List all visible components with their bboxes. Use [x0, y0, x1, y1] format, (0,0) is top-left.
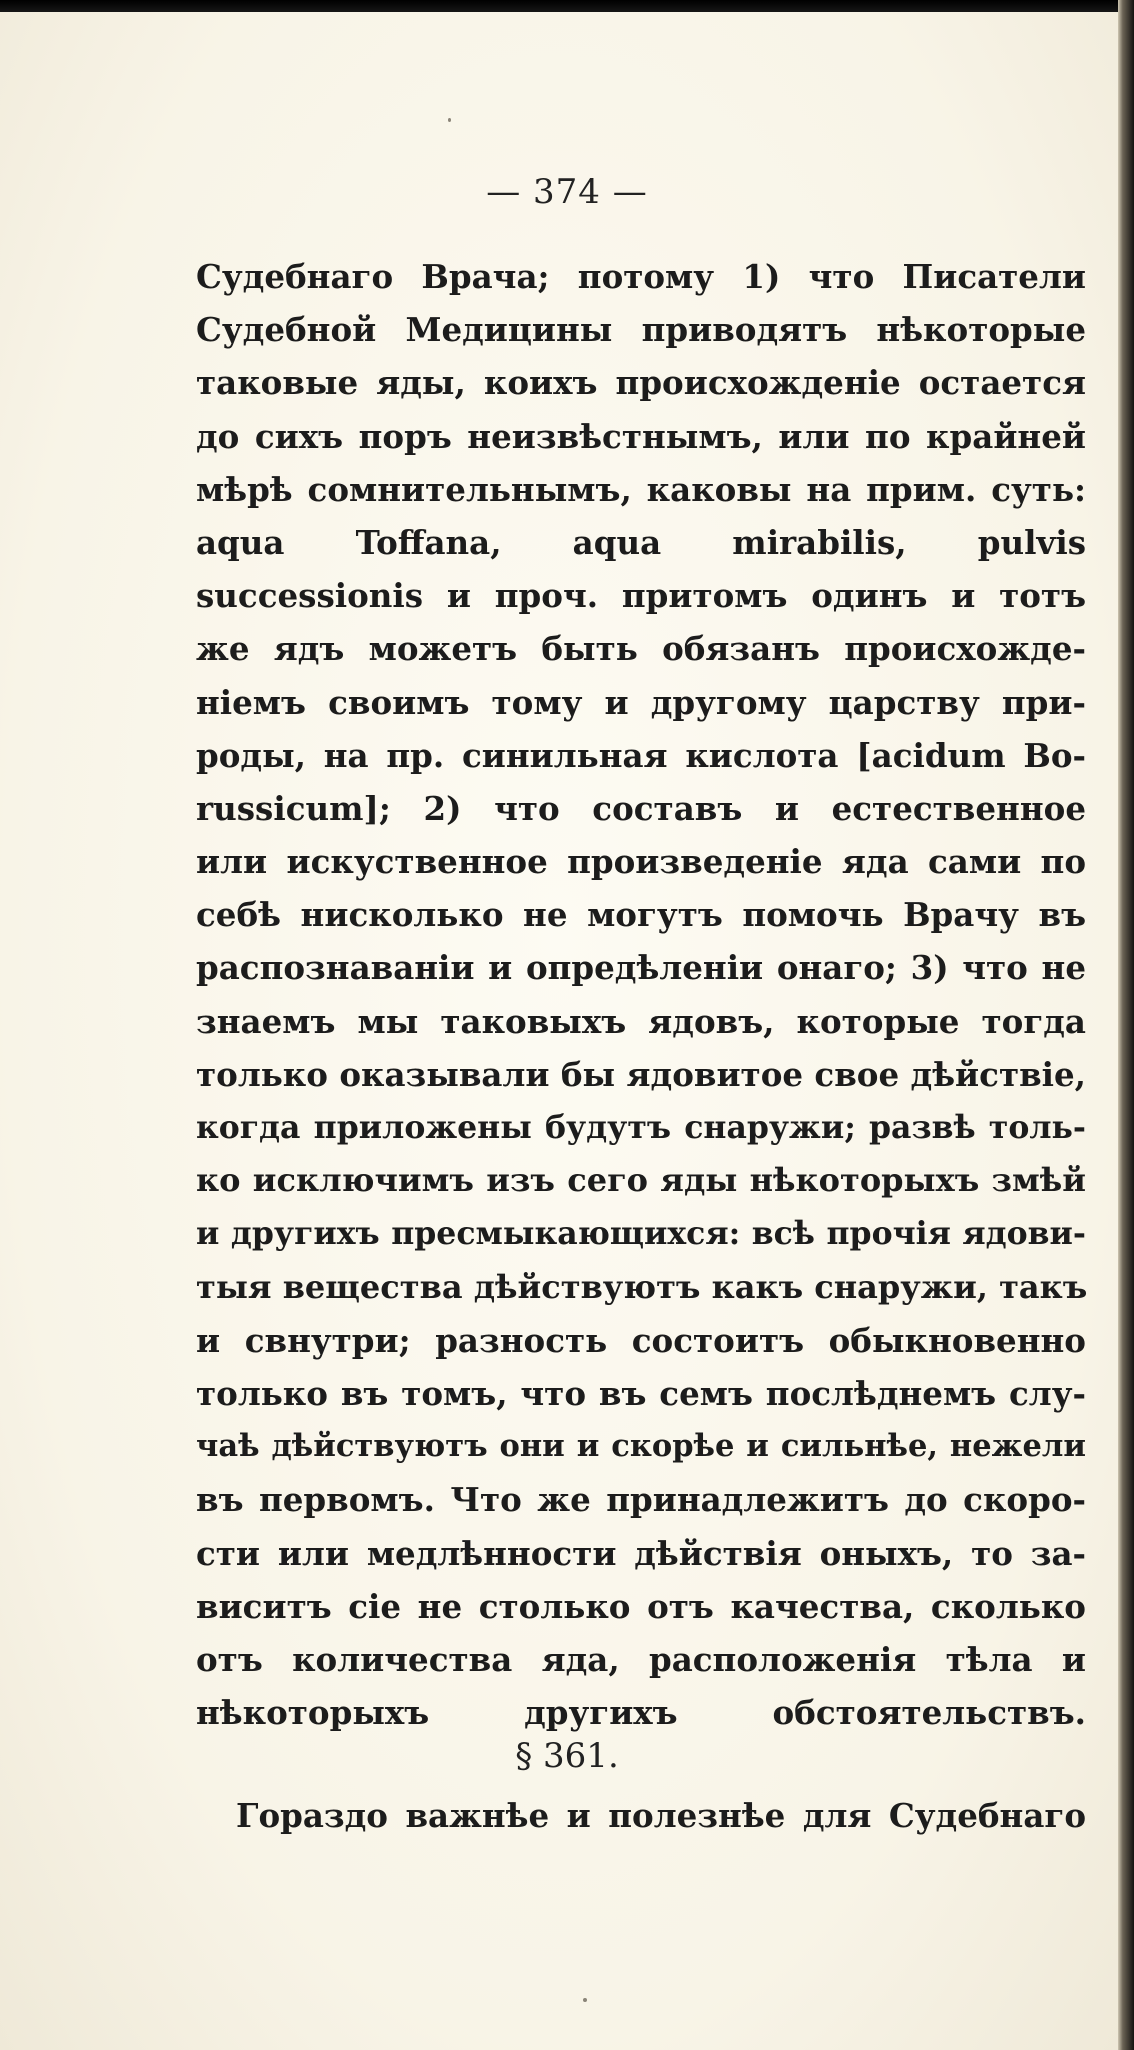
text-line: Судебнаго Врача; потому 1) что Писатели	[196, 257, 1086, 296]
text-line: себѣ нисколько не могутъ помочь Врачу въ	[196, 895, 1086, 935]
text-line: ніемъ своимъ тому и другому царству при-	[196, 682, 1086, 722]
text-line: только оказывали бы ядовитое свое дѣйствіе,	[196, 1054, 1086, 1094]
text-line: распознаваніи и опредѣленіи онаго; 3) что не	[196, 948, 1086, 988]
text-line: сти или медлѣнности дѣйствія оныхъ, то за-	[196, 1533, 1086, 1573]
text-line: въ первомъ. Что же принадлежитъ до скоро-	[196, 1480, 1086, 1520]
text-line: знаемъ мы таковыхъ ядовъ, которые тогда	[196, 1001, 1086, 1041]
text-line: роды, на пр. синильная кислота [acidum Bo-	[196, 735, 1086, 775]
text-line: когда приложены будутъ снаружи; развѣ толь-	[196, 1109, 1086, 1146]
text-line: таковые яды, коихъ происхожденіе остается	[196, 363, 1086, 403]
text-line: нѣкоторыхъ другихъ обстоятельствъ.	[196, 1693, 1086, 1733]
text-line: чаѣ дѣйствуютъ они и скорѣе и сильнѣе, нежели	[196, 1428, 1086, 1465]
text-line: и другихъ пресмыкающихся: всѣ прочія ядови-	[196, 1215, 1086, 1253]
text-line: виситъ сіе не столько отъ качества, сколько	[196, 1586, 1086, 1626]
text-line: successionis и проч. притомъ одинъ и тотъ	[196, 576, 1086, 616]
section-heading: § 361.	[515, 1736, 619, 1776]
text-line: ко исключимъ изъ сего яды нѣкоторыхъ змѣй	[196, 1161, 1086, 1200]
text-line: russicum]; 2) что составъ и естественное	[196, 788, 1086, 828]
text-line: до сихъ поръ неизвѣстнымъ, или по крайней	[196, 416, 1086, 456]
paper-speck	[583, 1998, 587, 2002]
body-text	[196, 250, 1086, 1739]
text-line: Судебной Медицины приводятъ нѣкоторые	[196, 310, 1086, 350]
page-number: — 374 —	[486, 172, 648, 212]
text-line: только въ томъ, что въ семъ послѣднемъ слу-	[196, 1373, 1086, 1413]
text-line: или искуственное произведеніе яда сами по	[196, 842, 1086, 882]
section-first-line: Гораздо важнѣе и полезнѣе для Судебнаго	[236, 1796, 1086, 1835]
text-line: отъ количества яда, расположенія тѣла и	[196, 1639, 1086, 1679]
paper-speck	[448, 118, 451, 122]
text-line: мѣрѣ сомнительнымъ, каковы на прим. суть:	[196, 469, 1086, 509]
text-line: и свнутри; разность состоитъ обыкновенно	[196, 1320, 1086, 1360]
text-line: aqua Toffana, aqua mirabilis, pulvis	[196, 522, 1086, 562]
text-line: тыя вещества дѣйствуютъ какъ снаружи, такъ	[196, 1267, 1088, 1306]
text-line: же ядъ можетъ быть обязанъ происхожде-	[196, 629, 1086, 669]
